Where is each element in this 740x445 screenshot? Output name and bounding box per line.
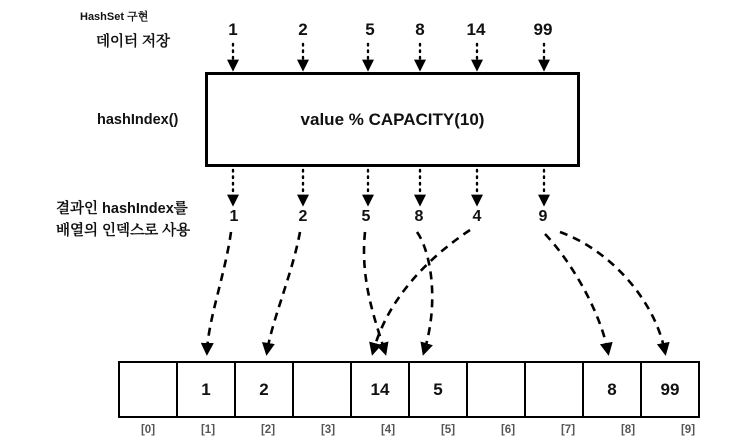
input-value: 5 xyxy=(365,20,375,39)
array-cell: 2 xyxy=(234,361,294,418)
hash-result: 2 xyxy=(298,208,308,225)
input-value: 2 xyxy=(298,20,308,39)
array-cell: 14 xyxy=(350,361,410,418)
diagram-title: HashSet 구현 xyxy=(80,11,149,23)
hash-function-label: hashIndex() xyxy=(97,112,179,128)
input-value: 1 xyxy=(228,20,238,39)
hash-array xyxy=(118,361,700,418)
array-cell: 8 xyxy=(582,361,642,418)
array-cell xyxy=(466,361,526,418)
hash-expression: value % CAPACITY(10) xyxy=(300,109,485,129)
result-label-line1: 결과인 hashIndex를 xyxy=(56,201,188,217)
input-value: 99 xyxy=(533,20,553,39)
array-index: [4] xyxy=(380,424,396,436)
hash-result: 4 xyxy=(472,208,482,225)
hash-result: 1 xyxy=(229,208,239,225)
input-value: 8 xyxy=(415,20,425,39)
array-index: [3] xyxy=(320,424,336,436)
array-index: [6] xyxy=(500,424,516,436)
array-cell xyxy=(524,361,584,418)
array-index: [5] xyxy=(440,424,456,436)
input-value: 14 xyxy=(466,20,486,39)
hash-function-box xyxy=(205,72,580,167)
array-cell xyxy=(118,361,178,418)
array-cell xyxy=(292,361,352,418)
array-index-row xyxy=(118,424,718,436)
hash-result: 9 xyxy=(538,208,548,225)
array-index: [2] xyxy=(260,424,276,436)
array-cell: 5 xyxy=(408,361,468,418)
input-label: 데이터 저장 xyxy=(96,34,171,50)
array-index: [0] xyxy=(140,424,156,436)
hash-result: 8 xyxy=(414,208,424,225)
hash-result: 5 xyxy=(361,208,371,225)
array-index: [8] xyxy=(620,424,636,436)
array-cell: 1 xyxy=(176,361,236,418)
result-label-line2: 배열의 인덱스로 사용 xyxy=(56,223,191,239)
array-cell: 99 xyxy=(640,361,700,418)
array-index: [9] xyxy=(680,424,696,436)
array-index: [7] xyxy=(560,424,576,436)
array-index: [1] xyxy=(200,424,216,436)
